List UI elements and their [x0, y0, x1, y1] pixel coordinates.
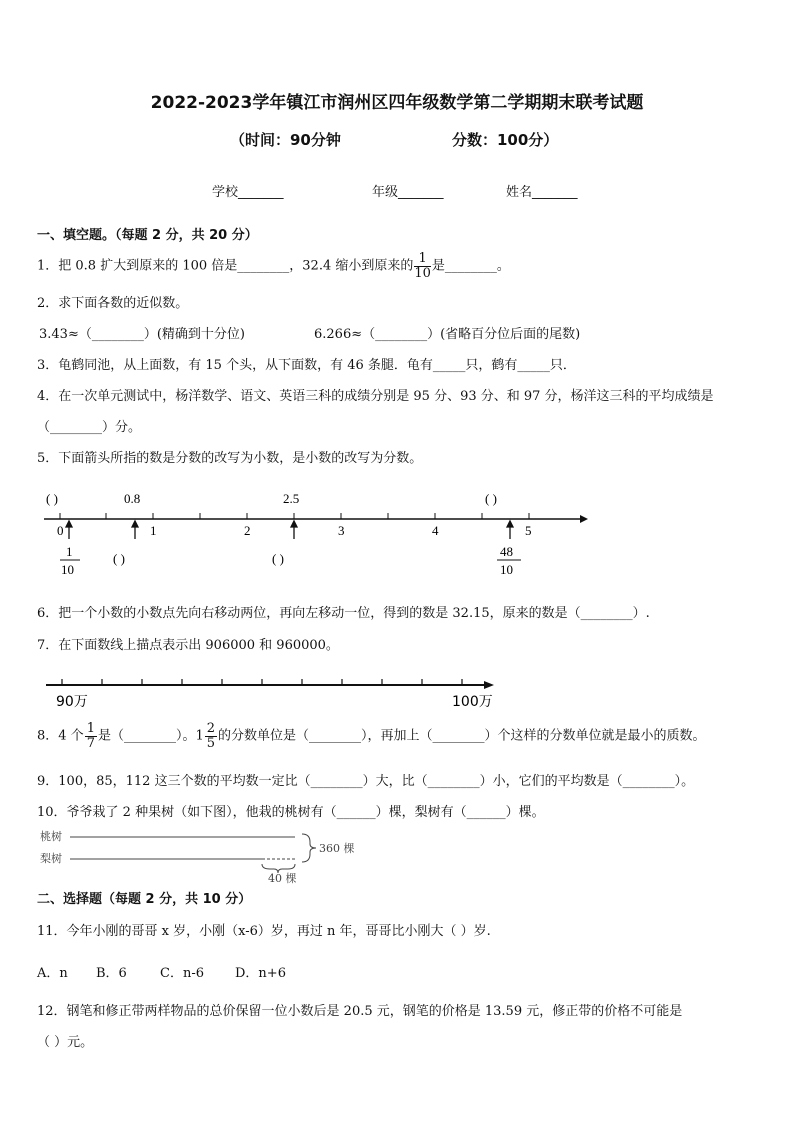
q1-fraction-num: 1: [414, 252, 431, 267]
peach-label: 桃树: [40, 830, 62, 843]
q8-text-a: 8．4 个: [37, 728, 84, 744]
name-field: 姓名_______: [506, 185, 578, 200]
grade-field: 年级_______: [372, 185, 444, 200]
question-12-line2: （ ）元。: [37, 1035, 94, 1050]
question-4-line1: 4．在一次单元测试中，杨洋数学、语文、英语三科的成绩分别是 95 分、93 分、和 97 分，杨洋这三科的平均成绩是: [37, 389, 714, 404]
nl1-frac1-num: 1: [66, 544, 73, 559]
score-label: 分数：100分）: [452, 131, 559, 149]
nl2-right-label: 100万: [452, 694, 493, 710]
q8-text-c: 的分数单位是（________），再加上（________）个这样的分数单位就是最小的质数。: [218, 728, 706, 744]
nl1-tick-5: 5: [525, 523, 532, 538]
question-1: [37, 252, 510, 280]
q11-option-d: D．n+6: [235, 966, 286, 981]
q1-text-b: 是________。: [431, 258, 510, 274]
nl1-blank-b: ( ): [272, 551, 284, 566]
nl1-frac2-num: 48: [500, 544, 513, 559]
q1-fraction: [414, 252, 431, 280]
section-2-heading: 二、选择题（每题 2 分，共 10 分）: [37, 892, 252, 907]
time-label: （时间：90分钟: [230, 131, 341, 149]
q11-option-c: C．n-6: [160, 966, 204, 981]
q1-text-a: 1．把 0.8 扩大到原来的 100 倍是________，32.4 缩小到原来的: [37, 258, 414, 274]
nl1-tick-0: 0: [57, 523, 64, 538]
nl1-tick-2: 2: [244, 523, 251, 538]
page-title: 2022-2023学年镇江市润州区四年级数学第二学期期末联考试题: [150, 93, 644, 113]
nl1-tick-3: 3: [338, 523, 345, 538]
nl1-tick-4: 4: [432, 523, 439, 538]
question-8: [37, 722, 706, 750]
nl2-left-label: 90万: [56, 694, 88, 710]
question-2: 2．求下面各数的近似数。: [37, 296, 189, 311]
question-7: 7．在下面数线上描点表示出 906000 和 960000。: [37, 638, 339, 653]
nl1-frac2-den: 10: [500, 562, 513, 577]
question-4-line2: （________）分。: [37, 420, 142, 435]
section-1-heading: 一、填空题。（每题 2 分，共 20 分）: [37, 228, 258, 243]
q8-frac1-den: 7: [86, 735, 95, 751]
diff-label: 40 棵: [268, 872, 297, 884]
number-line-2: [0, 670, 794, 712]
q11-option-b: B．6: [96, 966, 127, 981]
nl1-top-blank-2: ( ): [485, 491, 497, 506]
question-2a: 3.43≈（________）(精确到十分位): [39, 327, 245, 342]
nl1-blank-a: ( ): [113, 551, 125, 566]
arrows: [66, 521, 513, 539]
q1-fraction-den: 10: [414, 265, 431, 281]
number-line-1: [0, 485, 794, 580]
q11-option-a: A．n: [37, 966, 68, 981]
total-label: 360 棵: [319, 842, 355, 855]
question-11: 11．今年小刚的哥哥 x 岁，小刚（x-6）岁，再过 n 年，哥哥比小刚大（ ）岁.: [37, 924, 491, 939]
question-5: 5．下面箭头所指的数是分数的改写为小数，是小数的改写为分数。: [37, 451, 423, 466]
pear-label: 梨树: [40, 852, 62, 865]
question-12-line1: 12．钢笔和修正带两样物品的总价保留一位小数后是 20.5 元，钢笔的价格是 13.59 元，修正带的价格不可能是: [37, 1004, 683, 1019]
q8-frac2-den: 5: [206, 735, 216, 751]
question-9: 9．100，85，112 这三个数的平均数一定比（________）大，比（________）小，它们的平均数是（________）。: [37, 774, 695, 789]
nl1-frac1-den: 10: [61, 562, 74, 577]
q8-fraction-2: [205, 722, 217, 750]
q8-fraction-1: [85, 722, 97, 750]
nl1-tick-1: 1: [150, 523, 157, 538]
q8-text-b: 是（________）。1: [97, 728, 204, 744]
tree-diagram: [30, 826, 390, 884]
nl1-top-blank-1: ( ): [46, 491, 58, 506]
nl1-top-label-2.5: 2.5: [283, 491, 300, 506]
question-6: 6．把一个小数的小数点先向右移动两位，再向左移动一位，得到的数是 32.15，原来的数是（________）.: [37, 606, 650, 621]
school-field: 学校_______: [212, 185, 284, 200]
question-3: 3．龟鹤同池，从上面数，有 15 个头，从下面数，有 46 条腿．龟有_____只，鹤有_____只．: [37, 358, 576, 373]
question-10: 10．爷爷栽了 2 种果树（如下图），他栽的桃树有（______）棵，梨树有（______）棵。: [37, 805, 545, 820]
q8-frac2-num: 2: [206, 721, 216, 736]
nl1-top-label-0.8: 0.8: [124, 491, 141, 506]
q8-frac1-num: 1: [86, 721, 95, 736]
question-2b: 6.266≈（________）(省略百分位后面的尾数): [314, 327, 581, 342]
